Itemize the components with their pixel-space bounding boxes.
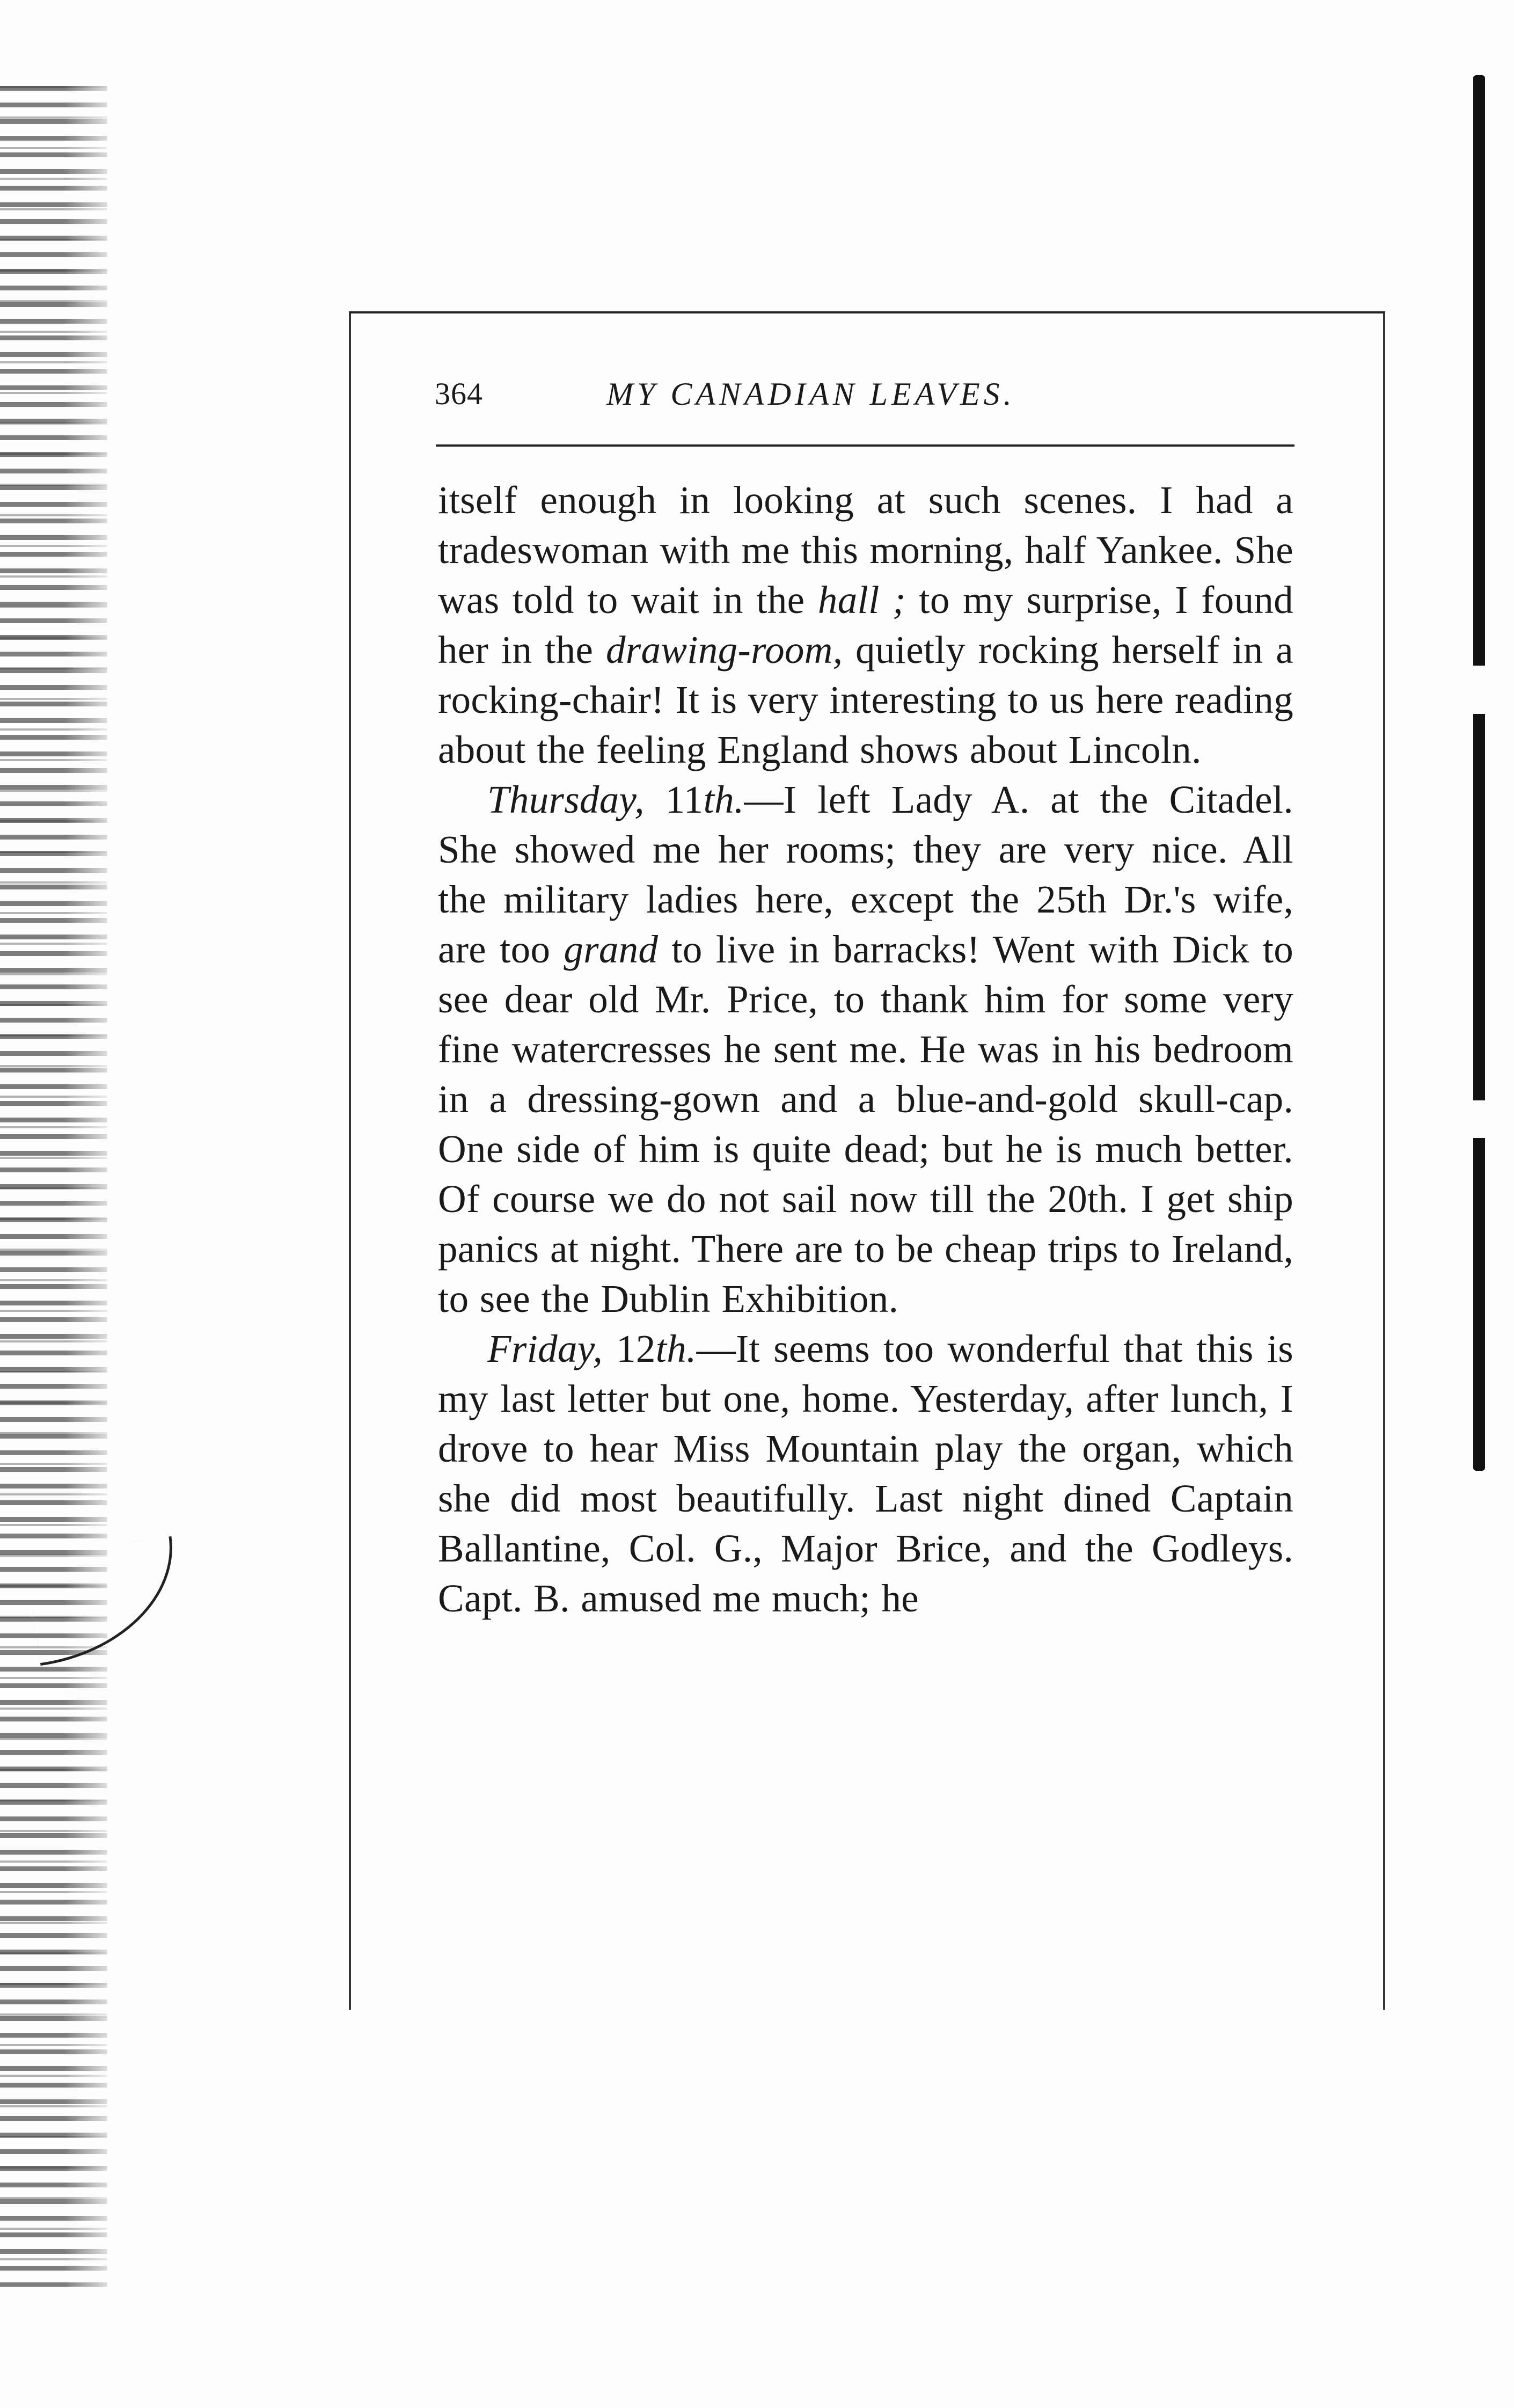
italic-run: Friday, <box>487 1327 603 1370</box>
scan-page-edge <box>1473 75 1485 1471</box>
text-run: —I left Lady A. at the Citadel. She showed me her rooms; they are very nice. All the military ladies here, except the 25th Dr.'s wife, are too <box>438 778 1293 971</box>
paragraph <box>438 1324 1293 1623</box>
body-text <box>438 475 1293 1849</box>
italic-run: grand <box>564 928 659 971</box>
italic-run: th. <box>703 778 744 821</box>
scan-page-edge-gap <box>1471 666 1489 714</box>
text-run: 11 <box>644 778 704 821</box>
text-run: to my surprise, I found her in the <box>438 578 1293 672</box>
running-title: MY CANADIAN LEAVES. <box>606 376 1015 412</box>
paragraph <box>438 775 1293 1324</box>
running-head <box>435 376 1293 419</box>
text-run: 12 <box>603 1327 656 1370</box>
scan-binding-edge <box>0 86 107 2287</box>
page-number: 364 <box>435 376 483 411</box>
text-run: to live in barracks! Went with Dick to see dear old Mr. Price, to thank him for some very fine watercresses he sent me. He was in his bedroom in a dressing-gown and a blue-and-gold skull-cap. One side of him is quite dead; but he is much better. Of course we do not sail now till the 20th. I get ship panics at night. There are to be cheap trips to Ireland, to see the Dublin Exhibition. <box>438 928 1294 1320</box>
italic-run: Thursday, <box>487 778 645 821</box>
italic-run: th. <box>655 1327 697 1370</box>
text-run: quietly rocking herself in a rocking-chair! It is very interesting to us here reading about the feeling England shows about Lincoln. <box>438 628 1293 771</box>
header-rule <box>436 444 1294 447</box>
paragraph <box>438 475 1293 775</box>
scan-page-edge-gap <box>1471 1100 1489 1138</box>
text-run: —It seems too wonderful that this is my last letter but one, home. Yesterday, after lunch, I drove to hear Miss Mountain play the organ, which she did most beautifully. Last night dined Captain Ballantine, Col. G., Major Brice, and the Godleys. Capt. B. amused me much; he <box>438 1327 1293 1620</box>
italic-run: drawing-room, <box>605 628 843 672</box>
text-run: itself enough in looking at such scenes. I had a tradeswoman with me this morning, half Yankee. She was told to wait in the <box>438 478 1293 622</box>
italic-run: hall ; <box>817 578 906 622</box>
